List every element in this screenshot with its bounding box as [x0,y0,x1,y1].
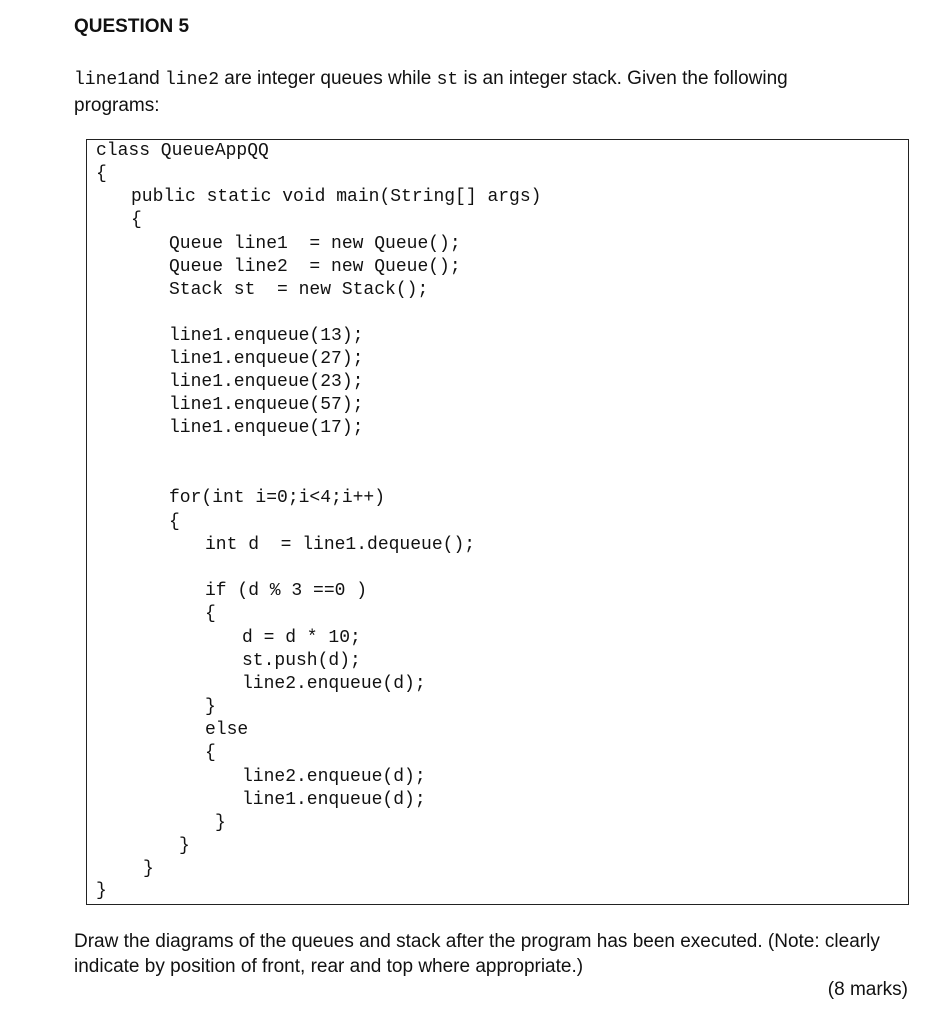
code-line: line1.enqueue(57); [169,395,364,415]
intro-text-2: are integer queues while [219,68,437,89]
var-line1: line1 [74,70,129,90]
code-line: } [96,881,107,901]
question-intro [74,66,874,118]
code-line: { [205,604,216,624]
code-line: line1.enqueue(17); [169,418,364,438]
code-line: int d = line1.dequeue(); [205,535,476,555]
question-heading: QUESTION 5 [74,16,190,37]
code-line: if (d % 3 ==0 ) [205,581,368,601]
code-line: for(int i=0;i<4;i++) [169,488,386,508]
code-line: line2.enqueue(d); [242,674,426,694]
intro-text-3: is an integer stack. Given the following programs: [74,68,788,116]
code-line: else [205,720,249,740]
code-line: d = d * 10; [242,628,361,648]
code-line: { [131,210,142,230]
code-line: Stack st = new Stack(); [169,280,429,300]
code-line: } [179,836,190,856]
code-line: } [215,813,226,833]
instruction-text: Draw the diagrams of the queues and stack after the program has been executed. (Note: clearly indicate by position of front, rear and top where appropriate.) [74,931,880,977]
code-line: line1.enqueue(23); [169,372,364,392]
code-line: { [169,512,180,532]
code-line: line2.enqueue(d); [242,767,426,787]
code-line: line1.enqueue(13); [169,326,364,346]
var-line2: line2 [165,70,220,90]
intro-text-1: and [128,68,165,89]
code-line: line1.enqueue(d); [242,790,426,810]
code-line: Queue line2 = new Queue(); [169,257,461,277]
code-line: line1.enqueue(27); [169,349,364,369]
code-line: { [96,164,107,184]
code-line: public static void main(String[] args) [131,187,542,207]
var-st: st [436,70,459,90]
marks-label: (8 marks) [827,979,908,1000]
code-line: class QueueAppQQ [96,141,269,161]
code-line: } [205,697,216,717]
code-listing-box [86,139,909,905]
code-line: } [143,859,154,879]
code-line: { [205,743,216,763]
code-line: Queue line1 = new Queue(); [169,234,461,254]
code-line: st.push(d); [242,651,361,671]
